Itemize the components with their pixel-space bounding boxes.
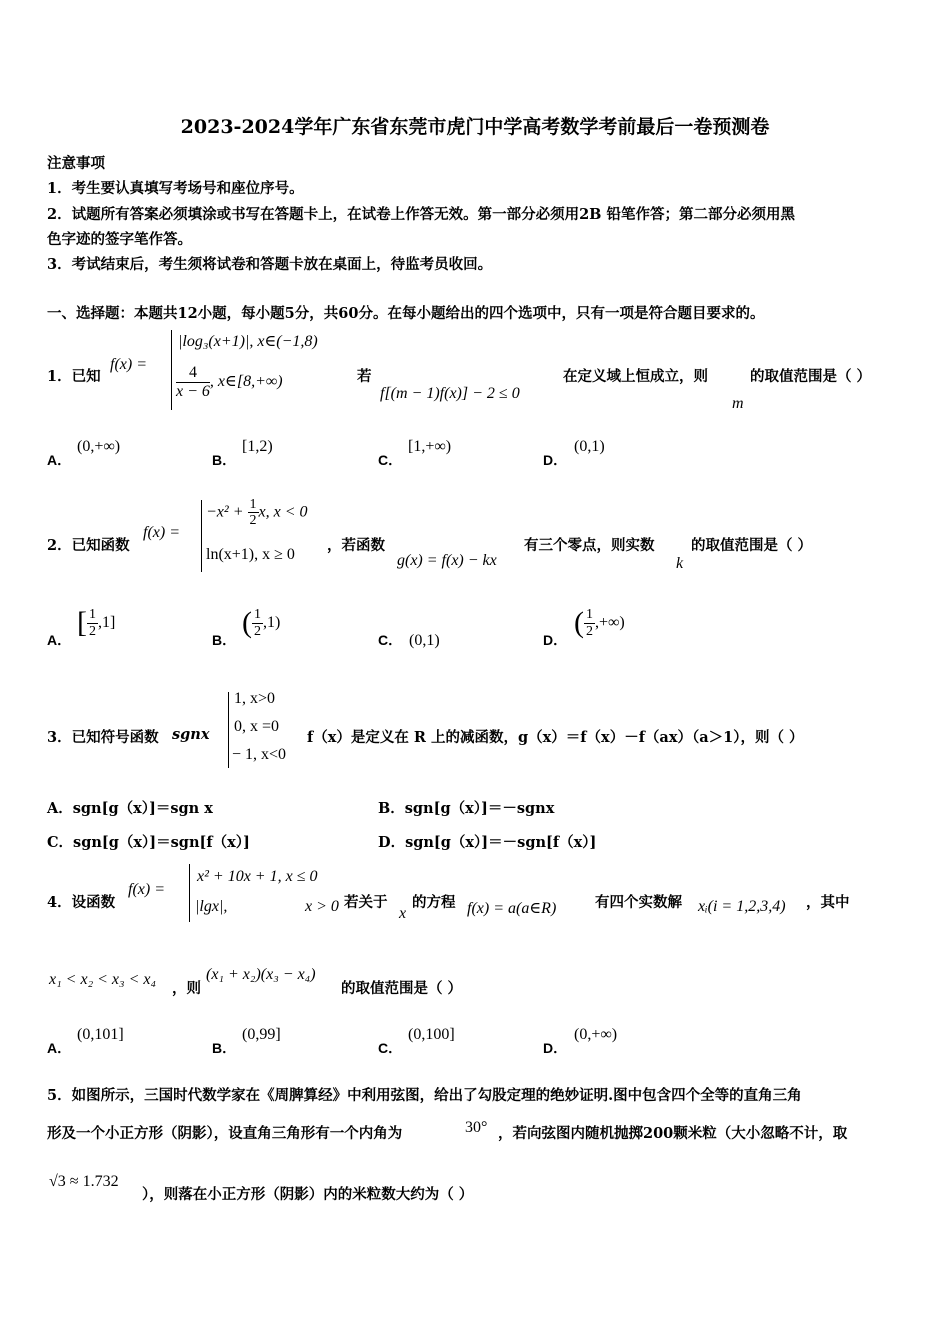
q1-option-a[interactable]: (0,+∞) <box>77 438 121 455</box>
q1-case2-den: x − 6 <box>176 382 210 400</box>
q1-var: m <box>732 395 744 412</box>
q2-case2: ln(x+1), x ≥ 0 <box>206 546 295 563</box>
q5-line-1: 5．如图所示，三国时代数学家在《周脾算经》中利用弦图，给出了勾股定理的绝妙证明.图中包含四个全等的直角三角 <box>47 1087 802 1104</box>
q4-option-d[interactable]: (0,+∞) <box>574 1026 618 1043</box>
q4-text3: 有四个实数解 <box>595 894 682 911</box>
q2-option-d[interactable] <box>574 606 625 640</box>
q2-option-b-label[interactable]: B． <box>212 632 237 648</box>
q1-text3: 的取值范围是（ ） <box>750 368 872 385</box>
q1-ruo: 若 <box>357 368 372 385</box>
q2-case1-num: 1 <box>249 497 257 512</box>
q5-line-2b: ，若向弦图内随机抛掷200颗米粒（大小忽略不计，取 <box>498 1125 848 1142</box>
q2-case1-den: 2 <box>249 513 257 529</box>
q4-prefix: 4．设函数 <box>47 894 116 911</box>
q2-option-a-open: [ <box>77 606 87 639</box>
q4-option-d-label[interactable]: D． <box>543 1040 568 1056</box>
section-1-heading: 一、选择题：本题共12小题，每小题5分，共60分。在每小题给出的四个选项中，只有一项是符合题目要求的。 <box>47 305 765 322</box>
q3-brace <box>228 692 229 768</box>
q2-option-c[interactable]: (0,1) <box>409 632 440 649</box>
notice-item-1: 1．考生要认真填写考场号和座位序号。 <box>47 180 304 197</box>
q2-prefix: 2．已知函数 <box>47 537 130 554</box>
notice-item-2-cont: 色字迹的签字笔作答。 <box>47 231 192 248</box>
q2-case1 <box>206 497 308 529</box>
q1-case1: |log₃(x+1)|, x∈(−1,8) <box>178 333 318 350</box>
q2-option-a-den: 2 <box>89 623 96 639</box>
q1-option-c[interactable]: [1,+∞) <box>408 438 452 455</box>
q4-var: x <box>399 905 407 922</box>
q2-option-b-open: ( <box>242 606 252 639</box>
q4-case2a: |lgx|, <box>195 898 228 915</box>
q1-case2-num: 4 <box>176 364 210 383</box>
q2-option-d-den: 2 <box>586 623 593 639</box>
q4-text2: 的方程 <box>412 894 456 911</box>
q3-option-d[interactable]: D．sgn[g（x）]＝－sgn[f（x）] <box>378 834 597 851</box>
q1-prefix: 1．已知 <box>47 368 101 385</box>
q3-option-c[interactable]: C．sgn[g（x）]＝sgn[f（x）] <box>47 834 250 851</box>
q1-brace <box>171 330 172 410</box>
q4-expression: (x₁ + x₂)(x₃ − x₄) <box>206 966 316 983</box>
q1-text2: 在定义域上恒成立，则 <box>563 368 708 385</box>
q2-option-c-label[interactable]: C． <box>378 632 403 648</box>
q2-option-b-rest: ,1) <box>263 614 281 631</box>
q4-text1: 若关于 <box>344 894 388 911</box>
q2-option-a-num: 1 <box>89 607 96 623</box>
q3-case2: 0, x =0 <box>234 718 280 735</box>
q1-fx: f(x) = <box>110 356 147 373</box>
q2-case1-a: −x² + <box>206 503 244 521</box>
q4-brace <box>189 864 190 922</box>
q4-roots: xᵢ(i = 1,2,3,4) <box>698 898 786 915</box>
q4-fx: f(x) = <box>128 881 165 898</box>
q3-case1: 1, x>0 <box>234 690 276 707</box>
q4-text4: ，其中 <box>806 894 850 911</box>
q2-brace <box>201 500 202 572</box>
q4-order: x₁ < x₂ < x₃ < x₄ <box>49 971 157 988</box>
q1-option-b-label[interactable]: B． <box>212 452 237 468</box>
notice-heading: 注意事项 <box>47 155 105 172</box>
q4-option-b-label[interactable]: B． <box>212 1040 237 1056</box>
q1-option-d[interactable]: (0,1) <box>574 438 605 455</box>
q2-option-a-rest: ,1] <box>98 614 116 631</box>
q3-case3: − 1, x<0 <box>232 746 287 763</box>
q2-text2: 有三个零点，则实数 <box>524 537 655 554</box>
q4-text5: ，则 <box>172 980 201 997</box>
q4-text6: 的取值范围是（ ） <box>341 980 463 997</box>
q1-option-c-label[interactable]: C． <box>378 452 403 468</box>
q4-option-c[interactable]: (0,100] <box>408 1026 455 1043</box>
q3-sgnx: sgnx <box>172 726 210 743</box>
q2-option-d-rest: ,+∞) <box>595 614 625 631</box>
q3-option-a[interactable]: A．sgn[g（x）]＝sgn x <box>47 800 213 817</box>
q2-case1-b: x, x < 0 <box>258 503 308 521</box>
q2-option-d-num: 1 <box>586 607 593 623</box>
q2-gx: g(x) = f(x) − kx <box>397 552 497 569</box>
q5-angle: 30° <box>465 1119 488 1136</box>
q2-var: k <box>676 555 684 572</box>
q4-option-b[interactable]: (0,99] <box>242 1026 281 1043</box>
q1-option-d-label[interactable]: D． <box>543 452 568 468</box>
q4-option-a-label[interactable]: A． <box>47 1040 72 1056</box>
q4-equation: f(x) = a(a∈R) <box>467 900 557 917</box>
q4-case2b: x > 0 <box>305 898 339 915</box>
q1-option-b[interactable]: [1,2) <box>242 438 273 455</box>
q3-prefix: 3．已知符号函数 <box>47 729 159 746</box>
q2-option-d-open: ( <box>574 606 584 639</box>
q4-case1: x² + 10x + 1, x ≤ 0 <box>197 868 318 885</box>
q2-option-a-label[interactable]: A． <box>47 632 72 648</box>
q5-line-2a: 形及一个小正方形（阴影），设直角三角形有一个内角为 <box>47 1125 403 1142</box>
q2-text3: 的取值范围是（ ） <box>691 537 813 554</box>
q5-sqrt3: √3 ≈ 1.732 <box>49 1173 119 1190</box>
q3-option-b[interactable]: B．sgn[g（x）]＝－sgnx <box>378 800 555 817</box>
notice-item-2: 2．试题所有答案必须填涂或书写在答题卡上，在试卷上作答无效。第一部分必须用2B 铅笔作答；第二部分必须用黑 <box>47 206 795 223</box>
q1-case2 <box>176 364 283 400</box>
q3-text: f（x）是定义在 R 上的减函数，g（x）＝f（x）－f（ax）（a＞1），则（ ） <box>307 729 804 746</box>
page-title: 2023-2024学年广东省东莞市虎门中学高考数学考前最后一卷预测卷 <box>180 116 770 138</box>
q5-line-3: ），则落在小正方形（阴影）内的米粒数大约为（ ） <box>142 1186 474 1203</box>
q2-text1: ，若函数 <box>327 537 385 554</box>
q2-option-d-label[interactable]: D． <box>543 632 568 648</box>
q2-option-b[interactable] <box>242 606 280 640</box>
q1-option-a-label[interactable]: A． <box>47 452 72 468</box>
notice-item-3: 3．考试结束后，考生须将试卷和答题卡放在桌面上，待监考员收回。 <box>47 256 493 273</box>
q4-option-a[interactable]: (0,101] <box>77 1026 124 1043</box>
q1-case2-cond: , x∈[8,+∞) <box>209 372 283 390</box>
q2-option-b-den: 2 <box>254 623 261 639</box>
q2-option-b-num: 1 <box>254 607 261 623</box>
q4-option-c-label[interactable]: C． <box>378 1040 403 1056</box>
q2-fx: f(x) = <box>143 524 180 541</box>
q2-option-a[interactable] <box>77 606 115 640</box>
q1-inequality: f[(m − 1)f(x)] − 2 ≤ 0 <box>380 385 520 402</box>
